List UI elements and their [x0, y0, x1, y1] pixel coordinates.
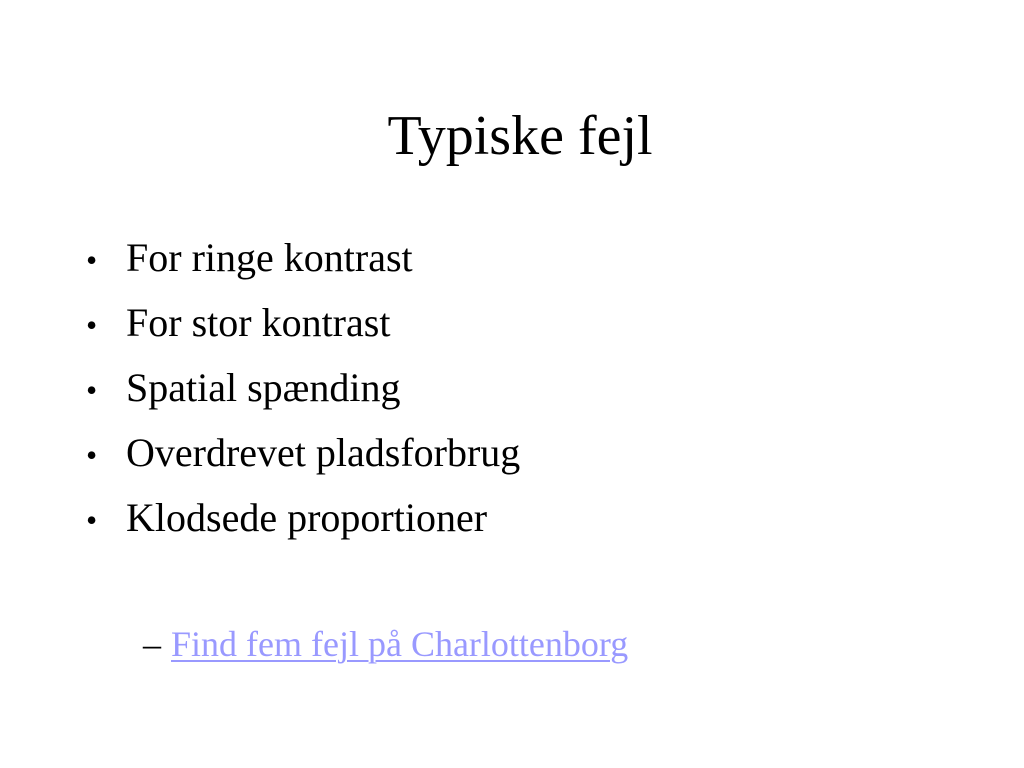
- bullet-icon: •: [86, 242, 98, 278]
- dash-icon: –: [143, 624, 161, 664]
- list-item: [86, 360, 520, 425]
- slide-title: Typiske fejl: [387, 105, 653, 167]
- list-item: [86, 295, 520, 360]
- bullet-icon: •: [86, 307, 98, 343]
- bullet-icon: •: [86, 502, 98, 538]
- list-item: [86, 490, 520, 555]
- list-item: [86, 425, 520, 490]
- list-item: [86, 230, 520, 295]
- bullet-text: Overdrevet pladsforbrug: [126, 430, 521, 475]
- sub-bullet-item: [143, 618, 628, 670]
- bullet-text: Klodsede proportioner: [126, 495, 488, 540]
- bullet-text: Spatial spænding: [126, 365, 401, 410]
- charlottenborg-link[interactable]: Find fem fejl på Charlottenborg: [171, 624, 629, 664]
- bullet-text: For ringe kontrast: [126, 235, 413, 280]
- bullet-icon: •: [86, 372, 98, 408]
- bullet-text: For stor kontrast: [126, 300, 391, 345]
- bullet-list: [86, 230, 520, 555]
- bullet-icon: •: [86, 437, 98, 473]
